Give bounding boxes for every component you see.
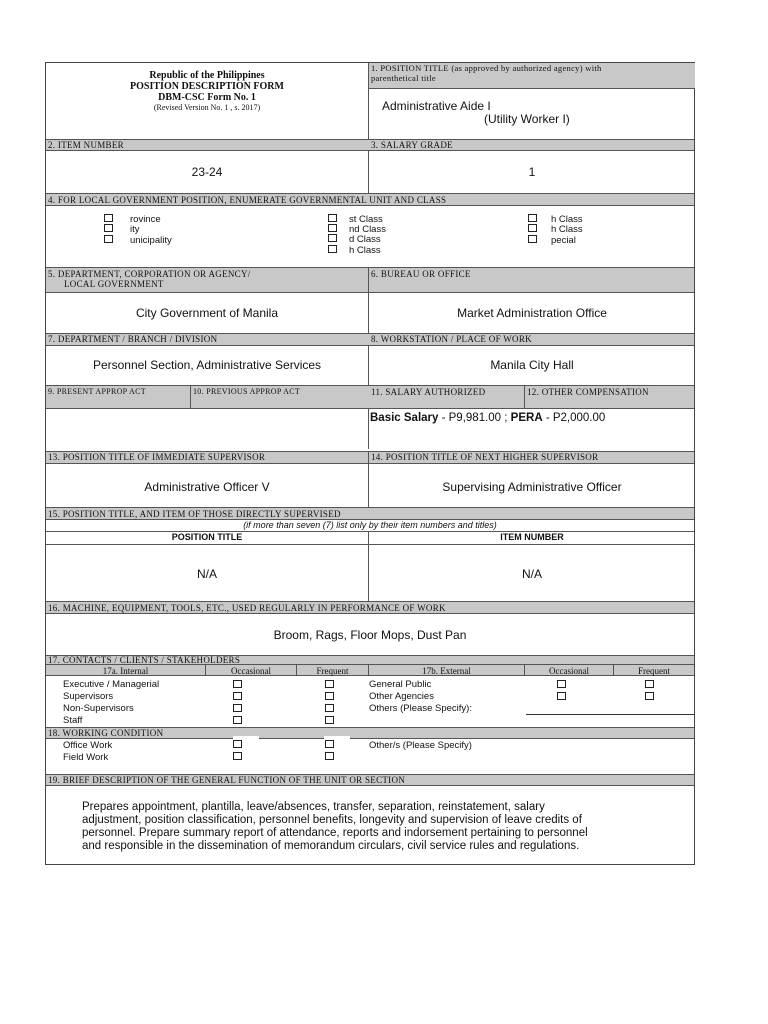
division-value: Personnel Section, Administrative Services bbox=[92, 358, 322, 372]
office-work-occasional-checkbox[interactable] bbox=[233, 740, 242, 748]
occasional-label: Occasional bbox=[231, 666, 271, 676]
section-5-label: 5. DEPARTMENT, CORPORATION OR AGENCY/ bbox=[48, 269, 251, 279]
field-work-frequent-checkbox[interactable] bbox=[325, 752, 334, 760]
class-option: pecial bbox=[551, 235, 576, 246]
section-10-label: 10. PREVIOUS APPROP ACT bbox=[193, 387, 301, 396]
frequent-label: Frequent bbox=[638, 666, 670, 676]
description-line: adjustment, position classification, personnel benefits, longevity and supervision of leave credits of bbox=[82, 814, 582, 826]
class-option: h Class bbox=[551, 214, 583, 225]
external-occasional-checkbox[interactable] bbox=[557, 692, 566, 700]
description-line: personnel. Prepare summary report of attendance, reports and indorsement pertaining to personnel bbox=[82, 827, 588, 839]
basic-salary-label: Basic Salary bbox=[370, 412, 439, 424]
class-option: nd Class bbox=[349, 224, 386, 235]
salary-grade-value: 1 bbox=[528, 165, 536, 179]
next-supervisor-value: Supervising Administrative Officer bbox=[442, 480, 622, 494]
form-number: DBM-CSC Form No. 1 bbox=[158, 92, 256, 103]
description-line: and responsible in the dissemination of memorandum circulars, civil service rules and regulations. bbox=[82, 840, 580, 852]
lgu-option: rovince bbox=[130, 214, 161, 225]
internal-occasional-checkbox[interactable] bbox=[233, 692, 242, 700]
section-17-label: 17. CONTACTS / CLIENTS / STAKEHOLDERS bbox=[48, 655, 241, 665]
class-option: st Class bbox=[349, 214, 383, 225]
field-work-occasional-checkbox[interactable] bbox=[233, 752, 242, 760]
class-checkbox[interactable] bbox=[328, 224, 337, 232]
section-1-label-2: parenthetical title bbox=[371, 73, 436, 83]
internal-occasional-checkbox[interactable] bbox=[233, 704, 242, 712]
equipment-value: Broom, Rags, Floor Mops, Dust Pan bbox=[273, 628, 467, 642]
class-option: d Class bbox=[349, 234, 381, 245]
position-description-form bbox=[45, 62, 695, 865]
section-15-label: 15. POSITION TITLE, AND ITEM OF THOSE DIRECTLY SUPERVISED bbox=[48, 509, 341, 519]
section-4-header bbox=[46, 193, 694, 206]
immediate-supervisor-value: Administrative Officer V bbox=[144, 480, 270, 494]
municipality-checkbox[interactable] bbox=[104, 235, 113, 243]
external-item: General Public bbox=[369, 679, 432, 690]
section-4-label: 4. FOR LOCAL GOVERNMENT POSITION, ENUMERATE GOVERNMENTAL UNIT AND CLASS bbox=[48, 195, 447, 205]
supervised-item-value: N/A bbox=[521, 567, 542, 581]
province-checkbox[interactable] bbox=[104, 214, 113, 222]
working-condition-item: Field Work bbox=[63, 752, 109, 763]
class-option: h Class bbox=[551, 224, 583, 235]
class-checkbox[interactable] bbox=[328, 245, 337, 253]
section-5-label-2: LOCAL GOVERNMENT bbox=[64, 279, 164, 289]
salary-authorized-value bbox=[370, 412, 605, 424]
class-checkbox[interactable] bbox=[528, 214, 537, 222]
section-1-header bbox=[369, 63, 695, 89]
section-18-label: 18. WORKING CONDITION bbox=[48, 728, 164, 738]
republic-label: Republic of the Philippines bbox=[149, 70, 265, 81]
occasional-label: Occasional bbox=[549, 666, 589, 676]
internal-item: Non-Supervisors bbox=[63, 703, 134, 714]
section-9-label: 9. PRESENT APPROP ACT bbox=[48, 387, 146, 396]
external-occasional-checkbox[interactable] bbox=[557, 680, 566, 688]
internal-frequent-checkbox[interactable] bbox=[325, 692, 334, 700]
section-11-label: 11. SALARY AUTHORIZED bbox=[371, 387, 486, 397]
section-8-label: 8. WORKSTATION / PLACE OF WORK bbox=[371, 334, 532, 344]
general-function-description bbox=[82, 801, 692, 853]
internal-occasional-checkbox[interactable] bbox=[233, 716, 242, 724]
item-number-column: ITEM NUMBER bbox=[500, 532, 564, 542]
others-specify-line[interactable] bbox=[526, 714, 694, 715]
internal-frequent-checkbox[interactable] bbox=[325, 716, 334, 724]
working-condition-others: Other/s (Please Specify) bbox=[369, 740, 472, 751]
section-18-header bbox=[46, 727, 694, 739]
item-number-value: 23-24 bbox=[191, 165, 223, 179]
section-1-label: 1. POSITION TITLE (as approved by authorized agency) with bbox=[371, 63, 602, 73]
class-option: h Class bbox=[349, 245, 381, 256]
supervised-position-value: N/A bbox=[196, 567, 217, 581]
form-title: POSITION DESCRIPTION FORM bbox=[130, 81, 284, 92]
section-7-label: 7. DEPARTMENT / BRANCH / DIVISION bbox=[48, 334, 218, 344]
external-frequent-checkbox[interactable] bbox=[645, 692, 654, 700]
form-header bbox=[46, 71, 368, 112]
workstation-value: Manila City Hall bbox=[490, 358, 574, 372]
section-13-label: 13. POSITION TITLE OF IMMEDIATE SUPERVISOR bbox=[48, 452, 266, 462]
section-6-label: 6. BUREAU OR OFFICE bbox=[371, 269, 471, 279]
pera-label: PERA bbox=[510, 412, 543, 424]
internal-item: Staff bbox=[63, 715, 83, 726]
position-title-column: POSITION TITLE bbox=[171, 532, 243, 542]
description-line: Prepares appointment, plantilla, leave/absences, transfer, separation, reinstatement, salary bbox=[82, 801, 545, 813]
external-frequent-checkbox[interactable] bbox=[645, 680, 654, 688]
lgu-option: unicipality bbox=[130, 235, 172, 246]
section-2-label: 2. ITEM NUMBER bbox=[48, 140, 124, 150]
internal-frequent-checkbox[interactable] bbox=[325, 680, 334, 688]
internal-item: Executive / Managerial bbox=[63, 679, 160, 690]
external-label: 17b. External bbox=[422, 666, 471, 676]
section-3-label: 3. SALARY GRADE bbox=[371, 140, 453, 150]
position-title-value: Administrative Aide I bbox=[382, 99, 491, 113]
section-15-note: (if more than seven (7) list only by their item numbers and titles) bbox=[243, 520, 497, 530]
lgu-option: ity bbox=[130, 224, 140, 235]
section-15-header bbox=[46, 507, 694, 520]
section-14-label: 14. POSITION TITLE OF NEXT HIGHER SUPERVISOR bbox=[371, 452, 599, 462]
frequent-label: Frequent bbox=[316, 666, 349, 676]
special-checkbox[interactable] bbox=[528, 235, 537, 243]
internal-frequent-checkbox[interactable] bbox=[325, 704, 334, 712]
section-17-header bbox=[46, 655, 694, 665]
external-item: Others (Please Specify): bbox=[369, 703, 472, 714]
parenthetical-title-value: (Utility Worker I) bbox=[484, 112, 570, 126]
office-work-frequent-checkbox[interactable] bbox=[325, 740, 334, 748]
agency-value: City Government of Manila bbox=[135, 306, 279, 320]
city-checkbox[interactable] bbox=[104, 224, 113, 232]
internal-item: Supervisors bbox=[63, 691, 114, 702]
section-16-label: 16. MACHINE, EQUIPMENT, TOOLS, ETC., USED REGULARLY IN PERFORMANCE OF WORK bbox=[48, 603, 446, 613]
bureau-value: Market Administration Office bbox=[457, 306, 607, 320]
class-checkbox[interactable] bbox=[328, 214, 337, 222]
class-checkbox[interactable] bbox=[328, 234, 337, 242]
section-12-label: 12. OTHER COMPENSATION bbox=[527, 387, 649, 397]
section-16-header bbox=[46, 601, 694, 614]
revised-version: (Revised Version No. 1 , s. 2017) bbox=[153, 103, 261, 112]
working-condition-item: Office Work bbox=[63, 740, 113, 751]
internal-occasional-checkbox[interactable] bbox=[233, 680, 242, 688]
pera-value: - P2,000.00 bbox=[542, 412, 606, 424]
internal-label: 17a. Internal bbox=[102, 666, 149, 676]
basic-salary-value: - P9,981.00 ; bbox=[438, 412, 511, 424]
section-19-label: 19. BRIEF DESCRIPTION OF THE GENERAL FUNCTION OF THE UNIT OR SECTION bbox=[48, 775, 406, 785]
external-item: Other Agencies bbox=[369, 691, 434, 702]
class-checkbox[interactable] bbox=[528, 224, 537, 232]
section-19-header bbox=[46, 774, 694, 786]
